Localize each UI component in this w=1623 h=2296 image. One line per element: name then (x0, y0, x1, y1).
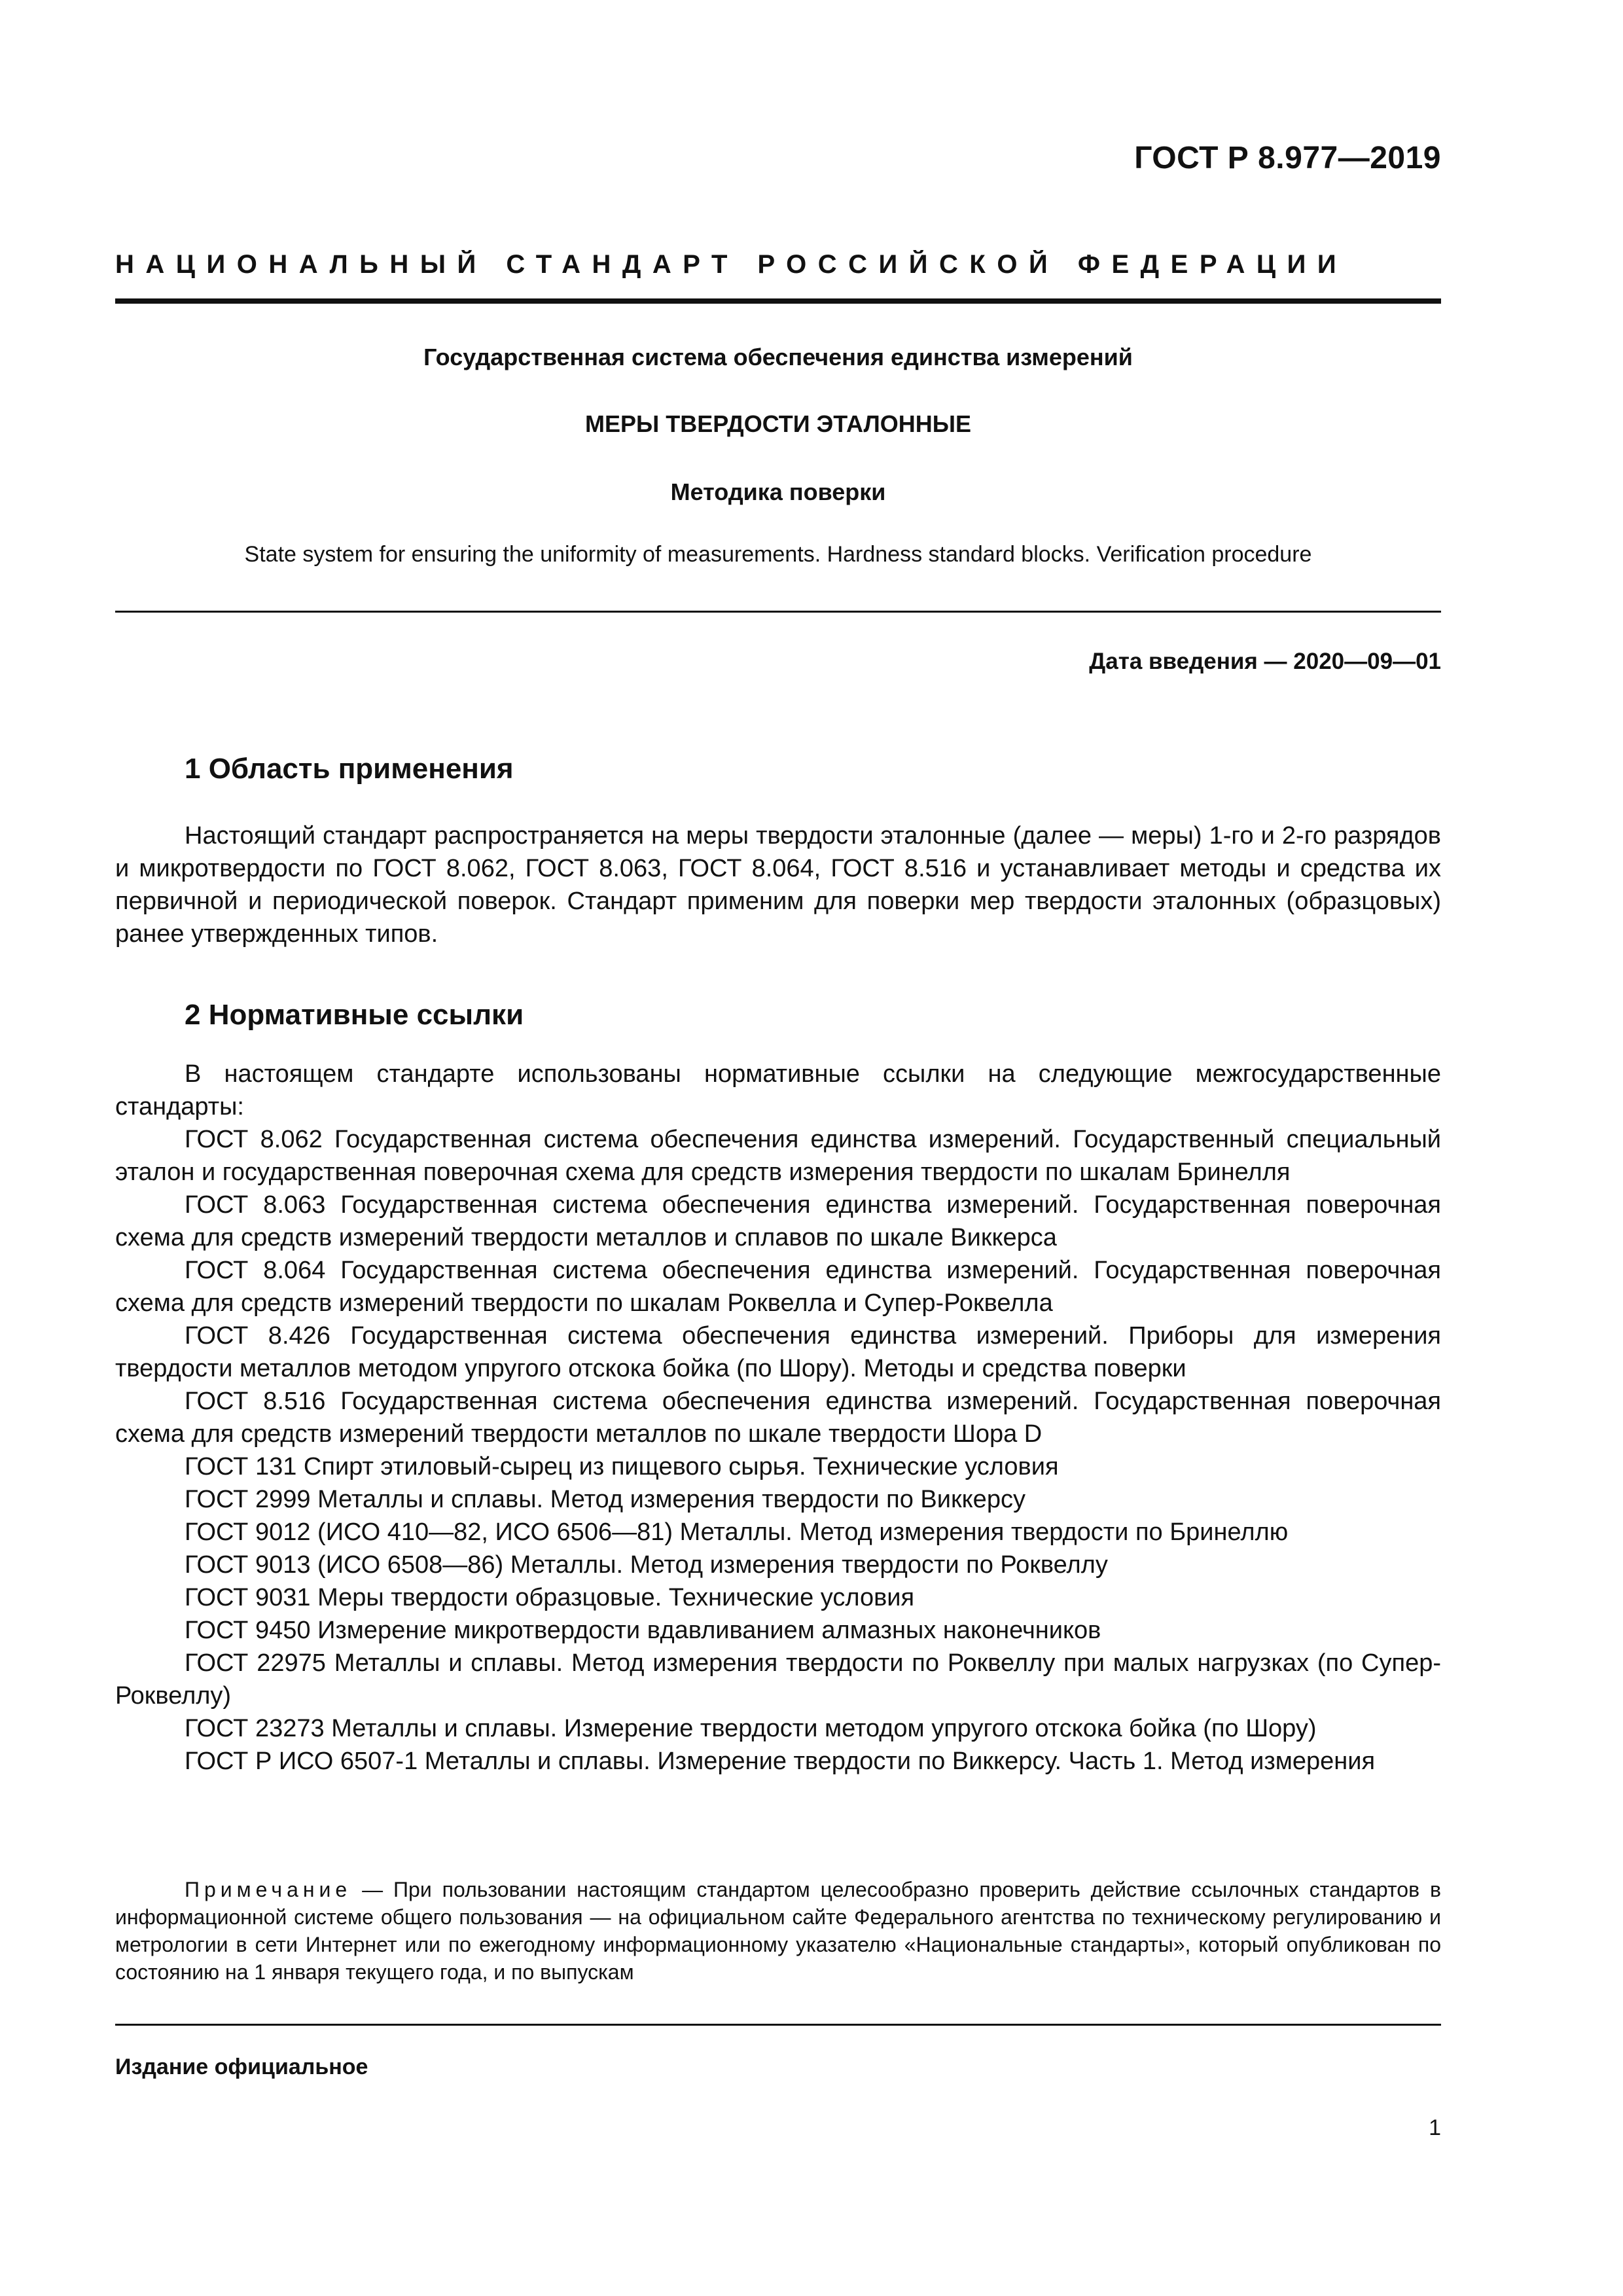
normative-reference-list (115, 1123, 1441, 1778)
reference-code: ГОСТ 22975 (185, 1649, 326, 1677)
reference-item (115, 1254, 1441, 1319)
reference-code: ГОСТ 8.063 (185, 1191, 326, 1219)
section-2-heading: 2 Нормативные ссылки (185, 999, 524, 1031)
reference-title: Измерение микротвердости вдавливанием алмазных наконечников (317, 1617, 1101, 1644)
reference-title: Государственная система обеспечения единства измерений. Государственный специальный эталон и государственная поверочная схема для средств измерения твердости по шкалам Бринелля (115, 1126, 1442, 1186)
reference-code: ГОСТ 8.062 (185, 1126, 323, 1153)
note-paragraph (115, 1876, 1441, 1986)
reference-code: ГОСТ 8.516 (185, 1388, 326, 1415)
reference-code: ГОСТ 8.064 (185, 1257, 326, 1284)
reference-title: Металлы и сплавы. Метод измерения твердости по Роквеллу при малых нагрузках (по Супер-Роквеллу) (115, 1649, 1441, 1710)
main-title: МЕРЫ ТВЕРДОСТИ ЭТАЛОННЫЕ (585, 410, 971, 437)
reference-code: ГОСТ 9013 (ИСО 6508—86) (185, 1551, 504, 1579)
national-standard-title: НАЦИОНАЛЬНЫЙ СТАНДАРТ РОССИЙСКОЙ ФЕДЕРАЦИИ (115, 250, 1348, 279)
reference-title: Государственная система обеспечения единства измерений. Приборы для измерения твердости металлов методом упругого отскока бойка (по Шору). Методы и средства поверки (115, 1322, 1441, 1382)
english-title: State system for ensuring the uniformity of measurements. Hardness standard blocks. Verification procedure (244, 542, 1312, 567)
reference-title: Металлы. Метод измерения твердости по Бринеллю (679, 1518, 1289, 1546)
reference-item (115, 1189, 1441, 1254)
reference-title: Металлы и сплавы. Измерение твердости методом упругого отскока бойка (по Шору) (331, 1715, 1317, 1742)
reference-item (115, 1549, 1441, 1581)
reference-code: ГОСТ 9450 (185, 1617, 311, 1644)
reference-code: ГОСТ 9031 (185, 1584, 311, 1611)
reference-item (115, 1123, 1441, 1189)
reference-item (115, 1385, 1441, 1450)
reference-title: Государственная система обеспечения единства измерений. Государственная поверочная схема для средств измерений твердости металлов по шкале твердости Шора D (115, 1388, 1442, 1448)
header-rule (115, 298, 1441, 304)
reference-title: Государственная система обеспечения единства измерений. Государственная поверочная схема для средств измерений твердости по шкалам Роквелла и Супер-Роквелла (115, 1257, 1442, 1317)
reference-title: Металлы и сплавы. Измерение твердости по Виккерсу. Часть 1. Метод измерения (424, 1748, 1376, 1775)
reference-title: Спирт этиловый-сырец из пищевого сырья. Технические условия (303, 1453, 1059, 1480)
reference-item (115, 1319, 1441, 1385)
reference-item (115, 1581, 1441, 1614)
title-rule (115, 611, 1441, 613)
reference-code: ГОСТ 9012 (ИСО 410—82, ИСО 6506—81) (185, 1518, 673, 1546)
reference-code: ГОСТ 131 (185, 1453, 297, 1480)
introduction-date: Дата введения — 2020—09—01 (1089, 649, 1441, 674)
page-number: 1 (1429, 2115, 1441, 2140)
footer-rule (115, 2024, 1441, 2026)
reference-title: Меры твердости образцовые. Технические условия (317, 1584, 915, 1611)
section-1-heading: 1 Область применения (185, 753, 514, 785)
reference-title: Металлы. Метод измерения твердости по Роквеллу (510, 1551, 1108, 1579)
reference-code: ГОСТ Р ИСО 6507-1 (185, 1748, 418, 1775)
reference-code: ГОСТ 2999 (185, 1486, 311, 1513)
reference-item (115, 1483, 1441, 1516)
reference-code: ГОСТ 8.426 (185, 1322, 330, 1350)
reference-title: Металлы и сплавы. Метод измерения твердости по Виккерсу (317, 1486, 1026, 1513)
reference-item (115, 1647, 1441, 1712)
system-title: Государственная система обеспечения единства измерений (423, 344, 1133, 370)
note-text: — При пользовании настоящим стандартом целесообразно проверить действие ссылочных стандартов в информационной системе общего пользования — на официальном сайте Федерального агентства по техническому регулированию и метрологии в сети Интернет или по ежегодному информационному указателю «Национальные стандарты», который опубликован по состоянию на 1 января текущего года, и по выпускам (115, 1878, 1441, 1984)
reference-title: Государственная система обеспечения единства измерений. Государственная поверочная схема для средств измерений твердости металлов и сплавов по шкале Виккерса (115, 1191, 1442, 1251)
subtitle: Методика поверки (670, 478, 886, 505)
note-label: Примечание (185, 1878, 352, 1901)
reference-item (115, 1614, 1441, 1647)
reference-item (115, 1516, 1441, 1549)
reference-item (115, 1712, 1441, 1745)
official-edition-label: Издание официальное (115, 2054, 368, 2079)
references-intro: В настоящем стандарте использованы нормативные ссылки на следующие межгосударственные стандарты: (115, 1060, 1441, 1121)
scope-paragraph: Настоящий стандарт распространяется на меры твердости эталонные (далее — меры) 1-го и 2-го разрядов и микротвердости по ГОСТ 8.062, ГОСТ 8.063, ГОСТ 8.064, ГОСТ 8.516 и устанавливает методы и средства их первичной и периодической поверок. Стандарт применим для поверки мер твердости эталонных (образцовых) ранее утвержденных типов. (115, 822, 1441, 948)
reference-code: ГОСТ 23273 (185, 1715, 325, 1742)
reference-item (115, 1745, 1441, 1778)
standard-designation: ГОСТ Р 8.977—2019 (1134, 141, 1441, 175)
reference-item (115, 1450, 1441, 1483)
